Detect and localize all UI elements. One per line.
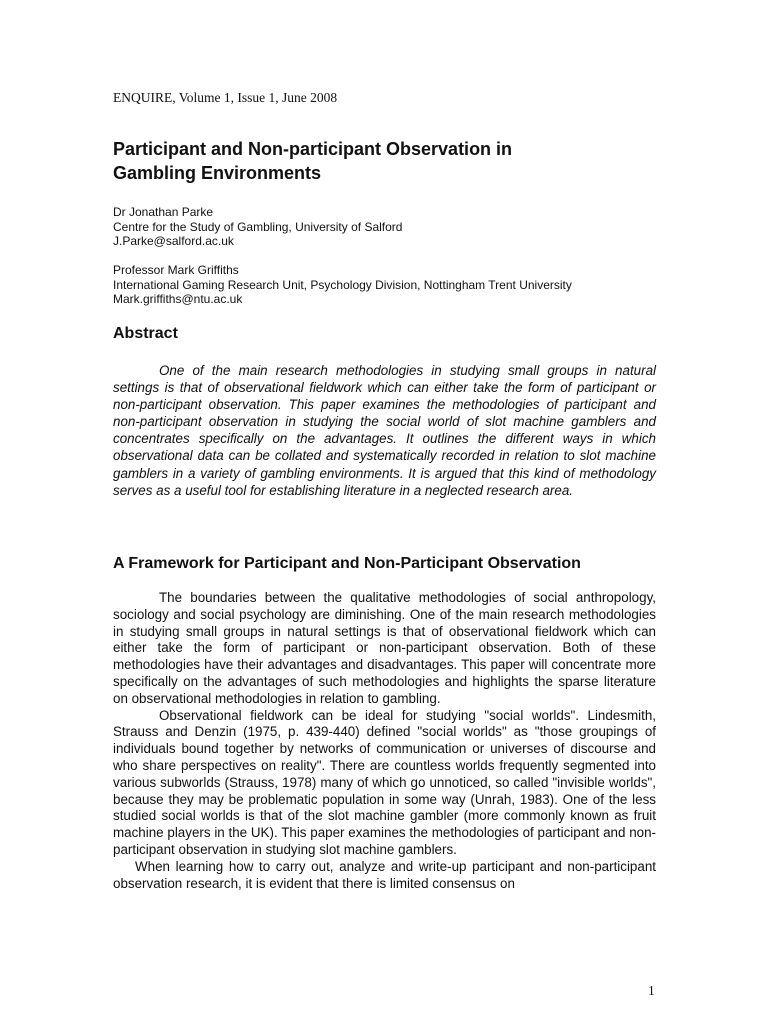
author-block-1: [113, 205, 673, 249]
author-block-2: [113, 263, 673, 307]
author-name: Dr Jonathan Parke: [113, 205, 214, 219]
paper-title: [113, 137, 673, 185]
body-paragraph-3: When learning how to carry out, analyze and write-up participant and non-participant observation research, it is evident that there is limited consensus on: [113, 858, 656, 891]
author-email: J.Parke@salford.ac.uk: [113, 234, 234, 249]
author-email: Mark.griffiths@ntu.ac.uk: [113, 292, 243, 307]
body-paragraph-1: The boundaries between the qualitative methodologies of social anthropology, sociology and social psychology are diminishing. One of the main research methodologies in studying small groups in natural settings is that of observational fieldwork which can either take the form of participant or non-participant observation. Both of these methodologies have their advantages and disadvantages. This paper will concentrate more specifically on the advantages of such methodologies and highlights the sparse literature on observational methodologies in relation to gambling.: [113, 590, 656, 706]
abstract-text: One of the main research methodologies in studying small groups in natural settings is that of observational fieldwork which can either take the form of participant or non-participant observation. This paper examines the methodologies of participant and non-participant observation in studying the social world of slot machine gamblers and concentrates specifically on the advantages. It outlines the different ways in which observational data can be collated and systematically recorded in relation to slot machine gamblers in a variety of gambling environments. It is argued that this kind of methodology serves as a useful tool for establishing literature in a neglected research area.: [113, 363, 656, 498]
paper-title-line-2: Gambling Environments: [113, 163, 322, 183]
body-paragraph-2: Observational fieldwork can be ideal for studying "social worlds". Lindesmith, Strauss and Denzin (1975, p. 439-440) defined "social worlds" as "those groupings of individuals bound together by networks of communication or universes of discourse and who share perspectives on reality". There are countless worlds frequently segmented into various subworlds (Strauss, 1978) many of which go unnoticed, so called "invisible worlds", because they may be problematic population in some way (Unrah, 1983). One of the less studied social worlds is that of the slot machine gambler (more commonly known as fruit machine players in the UK). This paper examines the methodologies of participant and non-participant observation in studying slot machine gamblers.: [113, 707, 656, 857]
paper-title-line-1: Participant and Non-participant Observation in: [113, 139, 513, 159]
author-affiliation: Centre for the Study of Gambling, University of Salford: [113, 219, 403, 234]
section-heading: A Framework for Participant and Non-Participant Observation: [113, 555, 581, 572]
abstract-heading: Abstract: [113, 325, 178, 342]
author-affiliation: International Gaming Research Unit, Psychology Division, Nottingham Trent University: [113, 277, 572, 292]
section-body: [113, 590, 656, 892]
journal-header: ENQUIRE, Volume 1, Issue 1, June 2008: [113, 90, 338, 105]
author-name: Professor Mark Griffiths: [113, 263, 239, 277]
page-number: 1: [648, 983, 655, 998]
